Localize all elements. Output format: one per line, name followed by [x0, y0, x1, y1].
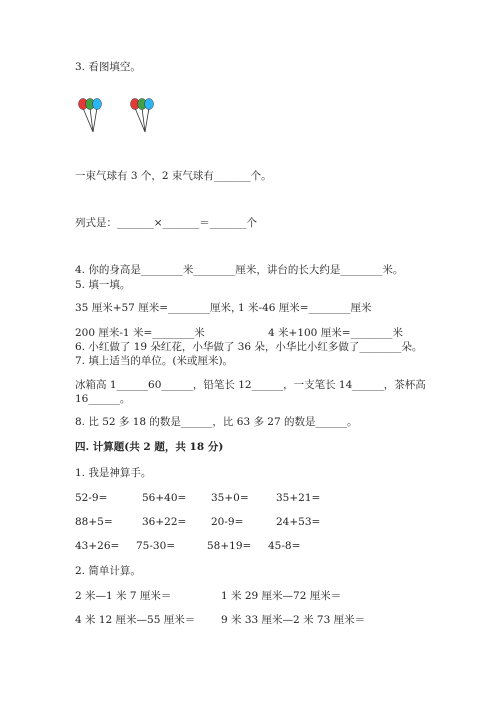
calc-1-r2-c2: 36+22= — [142, 516, 187, 528]
calc-2-r2-c1: 4 米 12 厘米—55 厘米＝ — [75, 614, 196, 626]
question-5-row-1-col-2: 1 米-46 厘米=________厘米 — [238, 302, 372, 314]
question-6: 6. 小红做了 19 朵红花，小华做了 36 朵，小华比小红多做了________朵。 — [75, 341, 423, 353]
calc-1-r3-c4: 45-8= — [268, 540, 301, 552]
question-5-title: 5. 填一填。 — [75, 279, 131, 291]
calc-1-r3-c1: 43+26= — [75, 540, 120, 552]
question-5-row-2-col-1: 200 厘米-1 米=________米 — [75, 327, 205, 339]
calc-1-r2-c1: 88+5= — [75, 516, 113, 528]
question-4: 4. 你的身高是________米________厘米，讲台的长大约是________米。 — [75, 264, 404, 276]
calc-1-r1-c4: 35+21= — [276, 492, 321, 504]
calc-2-r1-c1: 2 米—1 米 7 厘米＝ — [75, 590, 172, 602]
calc-1-r1-c1: 52-9= — [75, 492, 108, 504]
calc-1-r1-c2: 56+40= — [142, 492, 187, 504]
calc-1-r3-c2: 75-30= — [136, 540, 176, 552]
question-3-title: 3. 看图填空。 — [75, 61, 141, 73]
calc-1-r2-c3: 20-9= — [211, 516, 244, 528]
question-7-line-1: 冰箱高 1______60______，铅笔长 12______，一支笔长 14______，茶杯高 — [75, 379, 426, 391]
question-3-line-1: 一束气球有 3 个，2 束气球有_______个。 — [75, 170, 272, 182]
calc-2-r2-c2: 9 米 33 厘米—2 米 73 厘米＝ — [221, 614, 366, 626]
question-7-line-2: 16______。 — [75, 393, 131, 405]
calc-1-r2-c4: 24+53= — [276, 516, 321, 528]
calc-2-title: 2. 简单计算。 — [75, 565, 141, 577]
calc-1-r3-c3: 58+19= — [207, 540, 252, 552]
calc-1-r1-c3: 35+0= — [211, 492, 249, 504]
question-7-title: 7. 填上适当的单位。(米或厘米)。 — [75, 355, 234, 367]
calc-1-title: 1. 我是神算手。 — [75, 467, 152, 479]
question-5-row-1-col-1: 35 厘米+57 厘米=________厘米， — [75, 302, 242, 314]
section-4-heading: 四. 计算题(共 2 题，共 18 分) — [75, 441, 224, 453]
question-3-formula: 列式是：_______×_______＝_______个 — [75, 217, 258, 229]
balloon-bunch-1-icon — [78, 98, 108, 134]
calc-2-r1-c2: 1 米 29 厘米—72 厘米＝ — [221, 590, 342, 602]
balloon-bunch-2-icon — [130, 98, 160, 134]
question-8: 8. 比 52 多 18 的数是______，比 63 多 27 的数是______。 — [75, 416, 358, 428]
question-5-row-2-col-2: 4 米+100 厘米=________米 — [268, 327, 403, 339]
